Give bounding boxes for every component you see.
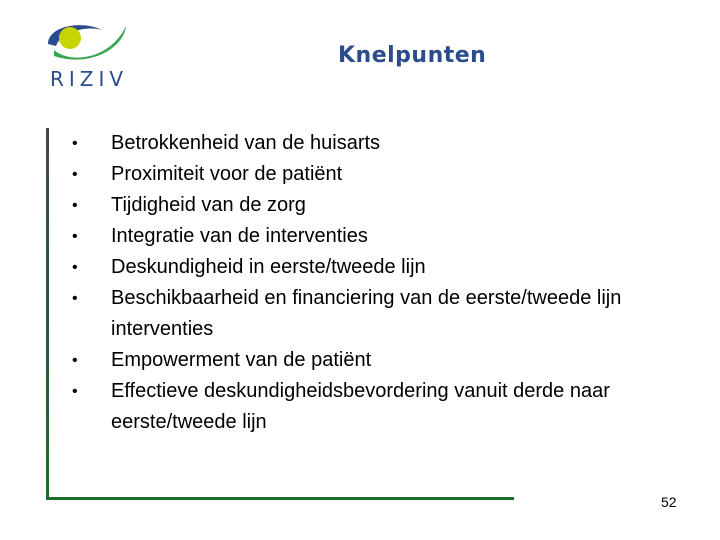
bullet-icon: • bbox=[72, 135, 78, 152]
riziv-emblem-icon bbox=[40, 20, 140, 68]
page-number: 52 bbox=[661, 494, 677, 510]
list-item bbox=[66, 190, 666, 221]
frame-left-line bbox=[46, 128, 49, 500]
frame-bottom-line bbox=[46, 497, 514, 500]
bullet-icon: • bbox=[72, 352, 78, 369]
bullet-icon: • bbox=[72, 383, 78, 400]
bullet-icon: • bbox=[72, 259, 78, 276]
bullet-icon: • bbox=[72, 228, 78, 245]
list-item-text: Proximiteit voor de patiënt bbox=[111, 163, 343, 185]
list-item bbox=[66, 221, 666, 252]
bullet-icon: • bbox=[72, 290, 78, 307]
bullet-icon: • bbox=[72, 197, 78, 214]
list-item-text: Effectieve deskundigheidsbevordering vanuit derde naar eerste/tweede lijn bbox=[111, 380, 610, 433]
list-item-text: Tijdigheid van de zorg bbox=[111, 194, 306, 216]
bullet-icon: • bbox=[72, 166, 78, 183]
list-item-text: Integratie van de interventies bbox=[111, 225, 368, 247]
list-item bbox=[66, 345, 666, 376]
list-item bbox=[66, 376, 666, 438]
list-item bbox=[66, 159, 666, 190]
list-item bbox=[66, 252, 666, 283]
riziv-logo bbox=[40, 20, 140, 92]
logo-text: RIZIV bbox=[50, 67, 129, 91]
list-item bbox=[66, 128, 666, 159]
list-item-text: Beschikbaarheid en financiering van de eerste/tweede lijn interventies bbox=[111, 287, 622, 340]
bullet-list bbox=[66, 128, 666, 438]
list-item-text: Empowerment van de patiënt bbox=[111, 349, 372, 371]
list-item-text: Deskundigheid in eerste/tweede lijn bbox=[111, 256, 426, 278]
slide-title: Knelpunten bbox=[338, 43, 487, 68]
list-item bbox=[66, 283, 666, 345]
list-item-text: Betrokkenheid van de huisarts bbox=[111, 132, 381, 154]
